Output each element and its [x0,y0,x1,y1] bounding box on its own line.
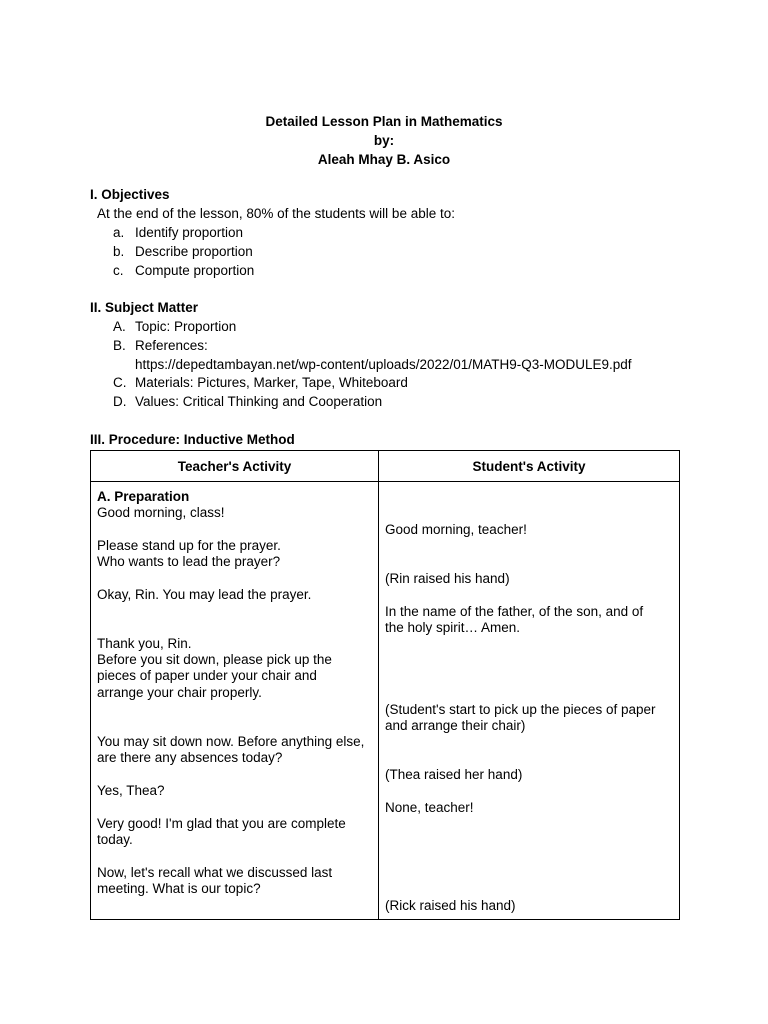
list-marker: A. [113,319,126,334]
teacher-line: Please stand up for the prayer. [97,538,281,553]
table-header-row [91,451,680,482]
student-line: and arrange their chair) [385,718,526,733]
teacher-line: Thank you, Rin. [97,636,192,651]
column-header-student: Student's Activity [379,451,680,482]
teacher-line: Before you sit down, please pick up the [97,652,332,667]
list-item-text: Materials: Pictures, Marker, Tape, Whiteboard [135,375,408,390]
objectives-heading: I. Objectives [90,187,170,202]
student-line: In the name of the father, of the son, and of [385,604,644,619]
teacher-activity-cell [91,482,379,920]
list-item-text: Identify proportion [135,225,244,240]
list-marker: c. [113,263,124,278]
procedure-table [90,450,680,920]
objectives-intro: At the end of the lesson, 80% of the students will be able to: [97,206,455,221]
teacher-line: You may sit down now. Before anything else, [97,734,365,749]
procedure-heading: III. Procedure: Inductive Method [90,432,295,447]
column-header-teacher: Teacher's Activity [91,451,379,482]
subject-matter-heading: II. Subject Matter [90,300,199,315]
student-line: (Thea raised her hand) [385,767,523,782]
student-line: (Rin raised his hand) [385,571,510,586]
teacher-line: Okay, Rin. You may lead the prayer. [97,587,312,602]
student-line: Good morning, teacher! [385,522,527,537]
teacher-line: Very good! I'm glad that you are complete [97,816,346,831]
teacher-line: Yes, Thea? [97,783,165,798]
teacher-line: Good morning, class! [97,505,225,520]
teacher-line: today. [97,832,133,847]
document-by: by: [373,133,395,148]
student-activity-cell [379,482,680,920]
list-item-text: References: [135,338,208,353]
student-line: the holy spirit… Amen. [385,620,521,635]
teacher-line: Now, let's recall what we discussed last [97,865,333,880]
list-item-text: Compute proportion [135,263,255,278]
reference-url[interactable]: https://depedtambayan.net/wp-content/uploads/2022/01/MATH9-Q3-MODULE9.pdf [135,357,632,372]
document-author: Aleah Mhay B. Asico [317,152,451,167]
teacher-line: Who wants to lead the prayer? [97,554,281,569]
list-item-text: Values: Critical Thinking and Cooperation [135,394,383,409]
list-marker: D. [113,394,127,409]
list-marker: B. [113,338,126,353]
document-title: Detailed Lesson Plan in Mathematics [265,114,503,129]
student-line: None, teacher! [385,800,474,815]
list-item-text: Describe proportion [135,244,253,259]
list-marker: a. [113,225,125,240]
teacher-line: arrange your chair properly. [97,685,262,700]
list-marker: C. [113,375,127,390]
list-marker: b. [113,244,125,259]
table-row [91,482,680,920]
teacher-line: are there any absences today? [97,750,283,765]
list-item-text: Topic: Proportion [135,319,237,334]
student-line: (Rick raised his hand) [385,898,516,913]
teacher-line: pieces of paper under your chair and [97,668,317,683]
teacher-line: meeting. What is our topic? [97,881,261,896]
section-title: A. Preparation [97,489,190,504]
student-line: (Student's start to pick up the pieces of paper [385,702,656,717]
